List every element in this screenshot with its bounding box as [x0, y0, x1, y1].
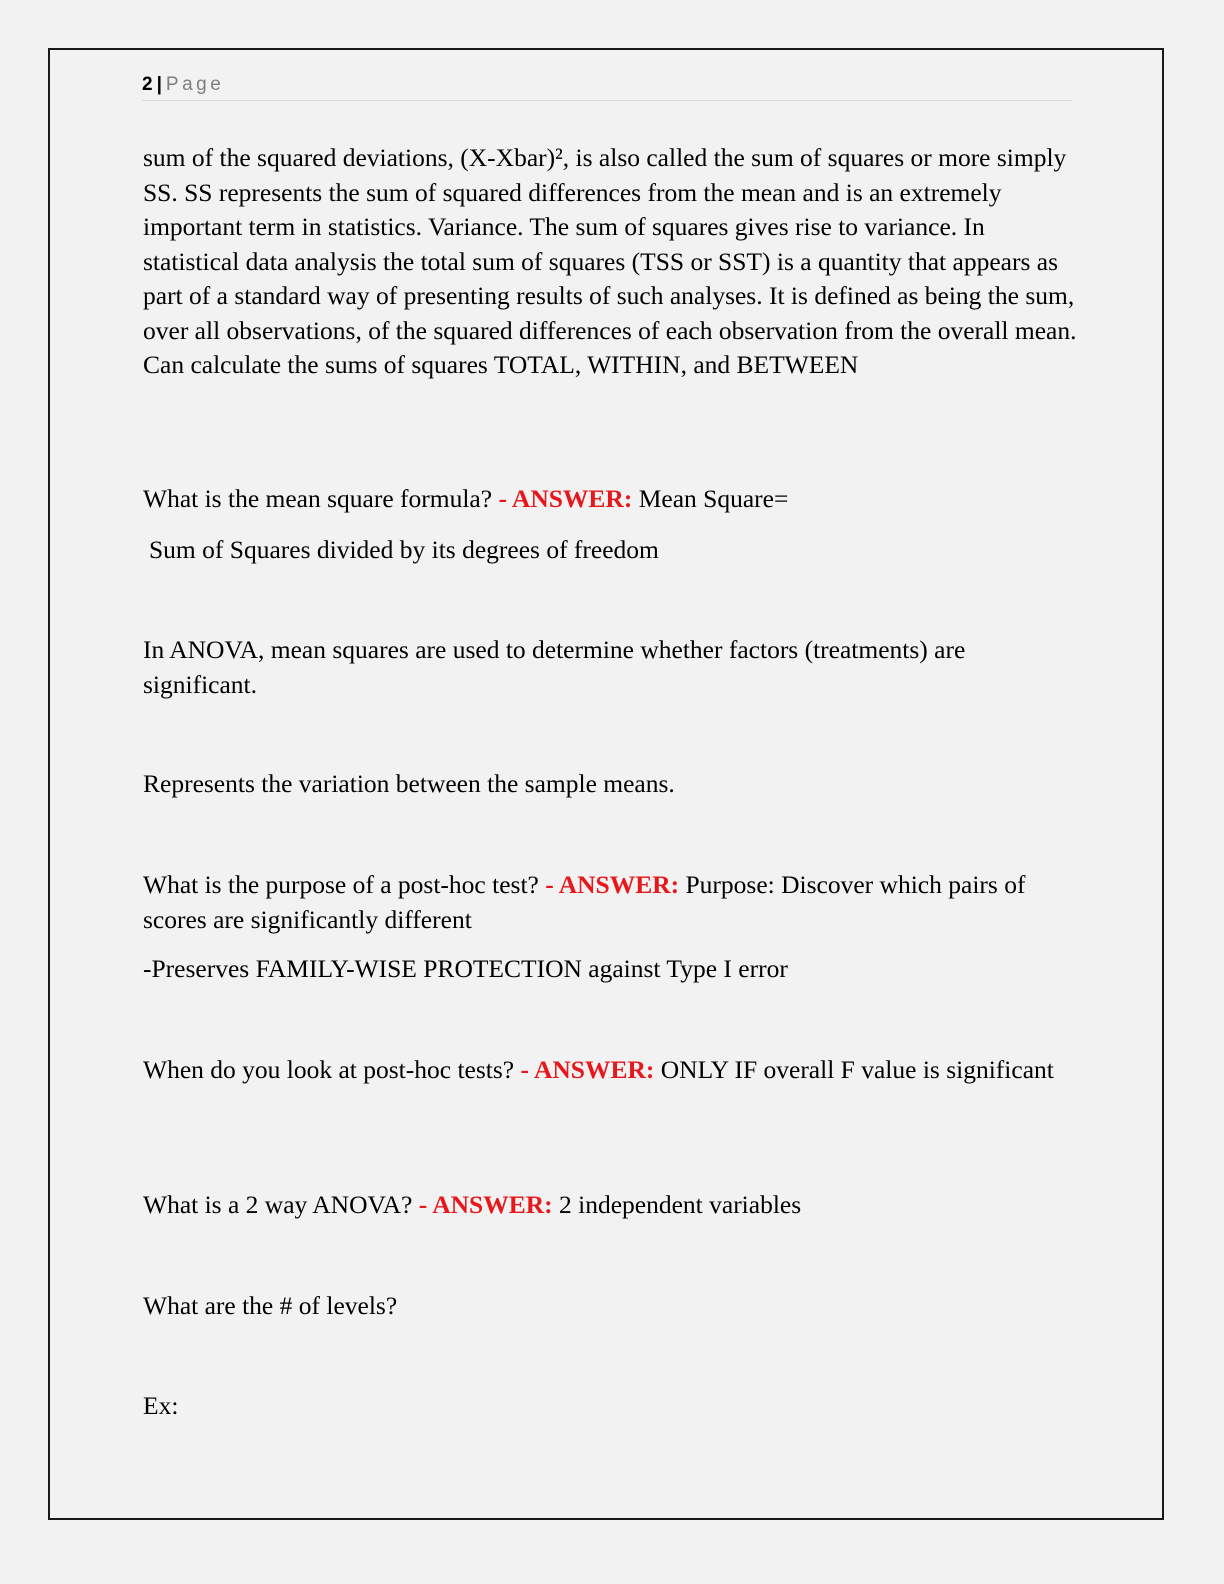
question-text: What is the mean square formula? [143, 484, 493, 513]
answer-marker: - ANSWER: [418, 1190, 553, 1219]
question-mean-square [143, 482, 1078, 517]
example-label: Ex: [143, 1391, 179, 1420]
page-number: 2 [142, 74, 153, 95]
question-text: What is the purpose of a post-hoc test? [143, 870, 539, 899]
answer-marker: - ANSWER: [520, 1055, 655, 1084]
header-separator: | [156, 74, 162, 95]
answer-text: Purpose: Discover which pairs of scores are significantly different [143, 870, 1026, 934]
answer-line: Sum of Squares divided by its degrees of freedom [149, 535, 659, 564]
answer-line: -Preserves FAMILY-WISE PROTECTION against Type I error [143, 954, 788, 983]
question-two-way-anova [143, 1188, 1078, 1223]
answer-marker: - ANSWER: [545, 870, 680, 899]
question-post-hoc-purpose [143, 868, 1078, 937]
answer-text: Mean Square= [638, 484, 789, 513]
intro-paragraph: sum of the squared deviations, (X-Xbar)², is also called the sum of squares or more simply SS. SS represents the sum of squared differences from the mean and is an extremely important term in statistics. Variance. The sum of squares gives rise to variance. In statistical data analysis the total sum of squares (TSS or SST) is a quantity that appears as part of a standard way of presenting results of such analyses. It is defined as being the sum, over all observations, of the squared differences of each observation from the overall mean. Can calculate the sums of squares TOTAL, WITHIN, and BETWEEN [143, 143, 1077, 379]
answer-line: Represents the variation between the sample means. [143, 769, 675, 798]
answer-text: 2 independent variables [559, 1190, 802, 1219]
page-header [142, 72, 1072, 101]
page-word: Page [165, 74, 225, 95]
question-text: What is a 2 way ANOVA? [143, 1190, 413, 1219]
question-post-hoc-when [143, 1053, 1078, 1088]
question-text: When do you look at post-hoc tests? [143, 1055, 515, 1084]
answer-line: In ANOVA, mean squares are used to determine whether factors (treatments) are significant. [143, 635, 966, 699]
question-levels: What are the # of levels? [143, 1291, 398, 1320]
answer-marker: - ANSWER: [498, 484, 633, 513]
answer-text: ONLY IF overall F value is significant [660, 1055, 1054, 1084]
